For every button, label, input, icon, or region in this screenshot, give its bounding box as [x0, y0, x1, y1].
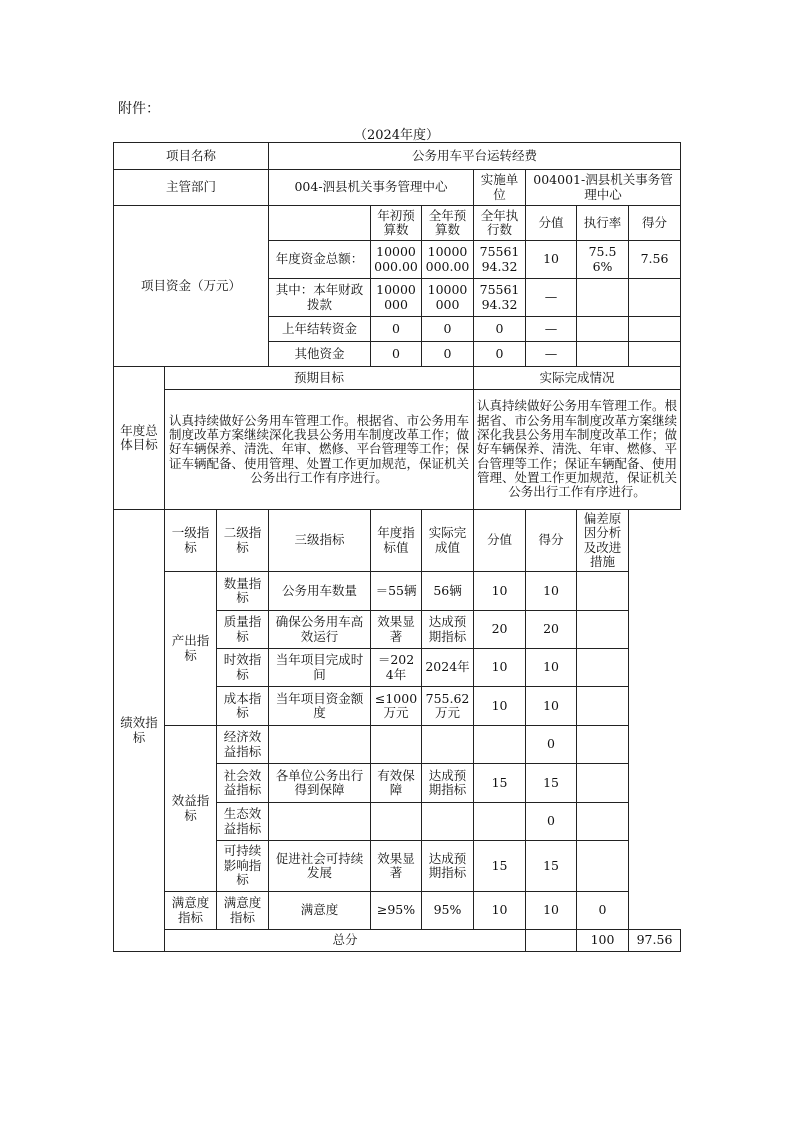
- actual-result-text: 认真持续做好公务用车管理工作。根据省、市公务用车制度改革方案继续深化我县公务用车制度改革工作；做好车辆保养、清洗、年审、燃修、平台管理等工作；保证车辆配备、使用管理、处置工作更加规范，保证机关公务出行工作有序进行。: [474, 390, 681, 510]
- indicator-l3: 公务用车数量: [269, 572, 371, 611]
- indicator-got: 15: [526, 764, 577, 803]
- indicator-l2: 经济效益指标: [217, 726, 269, 764]
- indicator-target: [371, 803, 422, 841]
- indicator-target: ≤1000万元: [371, 687, 422, 726]
- perf-header-got: 得分: [526, 510, 577, 572]
- indicator-l3: [269, 803, 371, 841]
- benefit-indicator-label: 效益指标: [165, 726, 217, 892]
- indicator-l2: 生态效益指标: [217, 803, 269, 841]
- indicator-l2: 成本指标: [217, 687, 269, 726]
- funds-row-name: 其中：本年财政拨款: [269, 279, 371, 317]
- attachment-label: 附件：: [118, 101, 160, 117]
- indicator-l2: 数量指标: [217, 572, 269, 611]
- indicator-score: 10: [474, 892, 526, 930]
- funds-col-got: 得分: [629, 206, 681, 241]
- funds-row-score: —: [526, 317, 577, 342]
- indicator-l3: 当年项目完成时间: [269, 649, 371, 687]
- funds-row-name: 其他资金: [269, 342, 371, 367]
- indicator-got: 20: [526, 611, 577, 649]
- impl-value: 004001-泗县机关事务管理中心: [526, 170, 681, 206]
- funds-row-got: [629, 279, 681, 317]
- indicator-actual: 755.62万元: [422, 687, 474, 726]
- indicator-note: [577, 572, 629, 611]
- dept-value: 004-泗县机关事务管理中心: [269, 170, 474, 206]
- funds-col-exec: 全年执行数: [474, 206, 526, 241]
- total-got: 97.56: [629, 930, 681, 952]
- indicator-target: ＝2024年: [371, 649, 422, 687]
- indicator-score: 15: [474, 764, 526, 803]
- indicator-got: 10: [526, 687, 577, 726]
- indicator-target: 有效保障: [371, 764, 422, 803]
- indicator-got: 10: [526, 649, 577, 687]
- output-indicator-label: 产出指标: [165, 572, 217, 726]
- indicator-got: 15: [526, 841, 577, 892]
- indicator-score: [474, 726, 526, 764]
- indicator-l3: 当年项目资金额度: [269, 687, 371, 726]
- funds-row-got: 7.56: [629, 241, 681, 279]
- indicator-actual: 95%: [422, 892, 474, 930]
- perf-header-l2: 二级指标: [217, 510, 269, 572]
- funds-row-initial: 0: [371, 317, 422, 342]
- funds-row-full: 0: [422, 342, 474, 367]
- funds-blank: [269, 206, 371, 241]
- funds-col-full: 全年预算数: [422, 206, 474, 241]
- indicator-got: 0: [526, 726, 577, 764]
- indicator-l3: [269, 726, 371, 764]
- expected-goal-header: 预期目标: [165, 367, 474, 390]
- perf-header-note: 偏差原因分析及改进措施: [577, 510, 629, 572]
- indicator-score: 10: [474, 649, 526, 687]
- expected-goal-text: 认真持续做好公务用车管理工作。根据省、市公务用车制度改革方案继续深化我县公务用车制度改革工作；做好车辆保养、清洗、年审、燃修、平台管理等工作；保证车辆配备、使用管理、处置工作更加规范，保证机关公务出行工作有序进行。: [165, 390, 474, 510]
- indicator-l3: 各单位公务出行得到保障: [269, 764, 371, 803]
- indicator-note: [577, 803, 629, 841]
- performance-table: [113, 142, 681, 952]
- indicator-l3: 满意度: [269, 892, 371, 930]
- funds-col-initial: 年初预算数: [371, 206, 422, 241]
- perf-header-l3: 三级指标: [269, 510, 371, 572]
- indicator-l3: 确保公务用车高效运行: [269, 611, 371, 649]
- funds-row-score: 10: [526, 241, 577, 279]
- funds-row-exec: 7556194.32: [474, 241, 526, 279]
- indicator-actual: 达成预期指标: [422, 841, 474, 892]
- indicator-note: [577, 649, 629, 687]
- indicator-score: 20: [474, 611, 526, 649]
- perf-header-score: 分值: [474, 510, 526, 572]
- indicator-got: 10: [526, 892, 577, 930]
- indicator-l3: 促进社会可持续发展: [269, 841, 371, 892]
- total-blank: [526, 930, 577, 952]
- funds-row-initial: 10000000.00: [371, 241, 422, 279]
- funds-row-got: [629, 342, 681, 367]
- impl-label: 实施单位: [474, 170, 526, 206]
- perf-header-l1: 一级指标: [165, 510, 217, 572]
- indicator-l2: 社会效益指标: [217, 764, 269, 803]
- funds-col-rate: 执行率: [577, 206, 629, 241]
- funds-row-got: [629, 317, 681, 342]
- funds-row-exec: 0: [474, 342, 526, 367]
- perf-header-actual: 实际完成值: [422, 510, 474, 572]
- indicator-target: 效果显著: [371, 841, 422, 892]
- total-score: 100: [577, 930, 629, 952]
- project-name: 公务用车平台运转经费: [269, 143, 681, 170]
- funds-row-rate: [577, 342, 629, 367]
- funds-row-initial: 10000000: [371, 279, 422, 317]
- indicator-note: [577, 687, 629, 726]
- funds-row-rate: [577, 279, 629, 317]
- indicator-score: 10: [474, 572, 526, 611]
- indicator-actual: 2024年: [422, 649, 474, 687]
- indicator-score: [474, 803, 526, 841]
- report-year: （2024年度）: [353, 128, 440, 143]
- funds-row-exec: 0: [474, 317, 526, 342]
- perf-label: 绩效指标: [114, 510, 165, 952]
- dept-label: 主管部门: [114, 170, 269, 206]
- funds-row-rate: 75.56%: [577, 241, 629, 279]
- funds-row-full: 10000000: [422, 279, 474, 317]
- funds-row-name: 上年结转资金: [269, 317, 371, 342]
- indicator-note: [577, 726, 629, 764]
- indicator-note: 0: [577, 892, 629, 930]
- indicator-target: [371, 726, 422, 764]
- funds-row-score: —: [526, 279, 577, 317]
- perf-header-target: 年度指标值: [371, 510, 422, 572]
- satisfaction-indicator-label: 满意度指标: [165, 892, 217, 930]
- total-label: 总分: [165, 930, 526, 952]
- indicator-note: [577, 611, 629, 649]
- funds-col-score: 分值: [526, 206, 577, 241]
- funds-row-score: —: [526, 342, 577, 367]
- indicator-actual: 达成预期指标: [422, 764, 474, 803]
- indicator-l2: 可持续影响指标: [217, 841, 269, 892]
- funds-row-full: 10000000.00: [422, 241, 474, 279]
- goals-label: 年度总体目标: [114, 367, 165, 510]
- indicator-note: [577, 764, 629, 803]
- indicator-got: 0: [526, 803, 577, 841]
- indicator-actual: [422, 726, 474, 764]
- funds-label: 项目资金（万元）: [114, 206, 269, 367]
- funds-row-rate: [577, 317, 629, 342]
- funds-row-name: 年度资金总额：: [269, 241, 371, 279]
- funds-row-initial: 0: [371, 342, 422, 367]
- indicator-target: ＝55辆: [371, 572, 422, 611]
- indicator-actual: 达成预期指标: [422, 611, 474, 649]
- indicator-l2: 满意度指标: [217, 892, 269, 930]
- indicator-score: 15: [474, 841, 526, 892]
- indicator-score: 10: [474, 687, 526, 726]
- project-name-label: 项目名称: [114, 143, 269, 170]
- actual-result-header: 实际完成情况: [474, 367, 681, 390]
- funds-row-exec: 7556194.32: [474, 279, 526, 317]
- funds-row-full: 0: [422, 317, 474, 342]
- indicator-actual: [422, 803, 474, 841]
- indicator-actual: 56辆: [422, 572, 474, 611]
- indicator-l2: 质量指标: [217, 611, 269, 649]
- indicator-l2: 时效指标: [217, 649, 269, 687]
- indicator-target: 效果显著: [371, 611, 422, 649]
- indicator-got: 10: [526, 572, 577, 611]
- indicator-target: ≥95%: [371, 892, 422, 930]
- indicator-note: [577, 841, 629, 892]
